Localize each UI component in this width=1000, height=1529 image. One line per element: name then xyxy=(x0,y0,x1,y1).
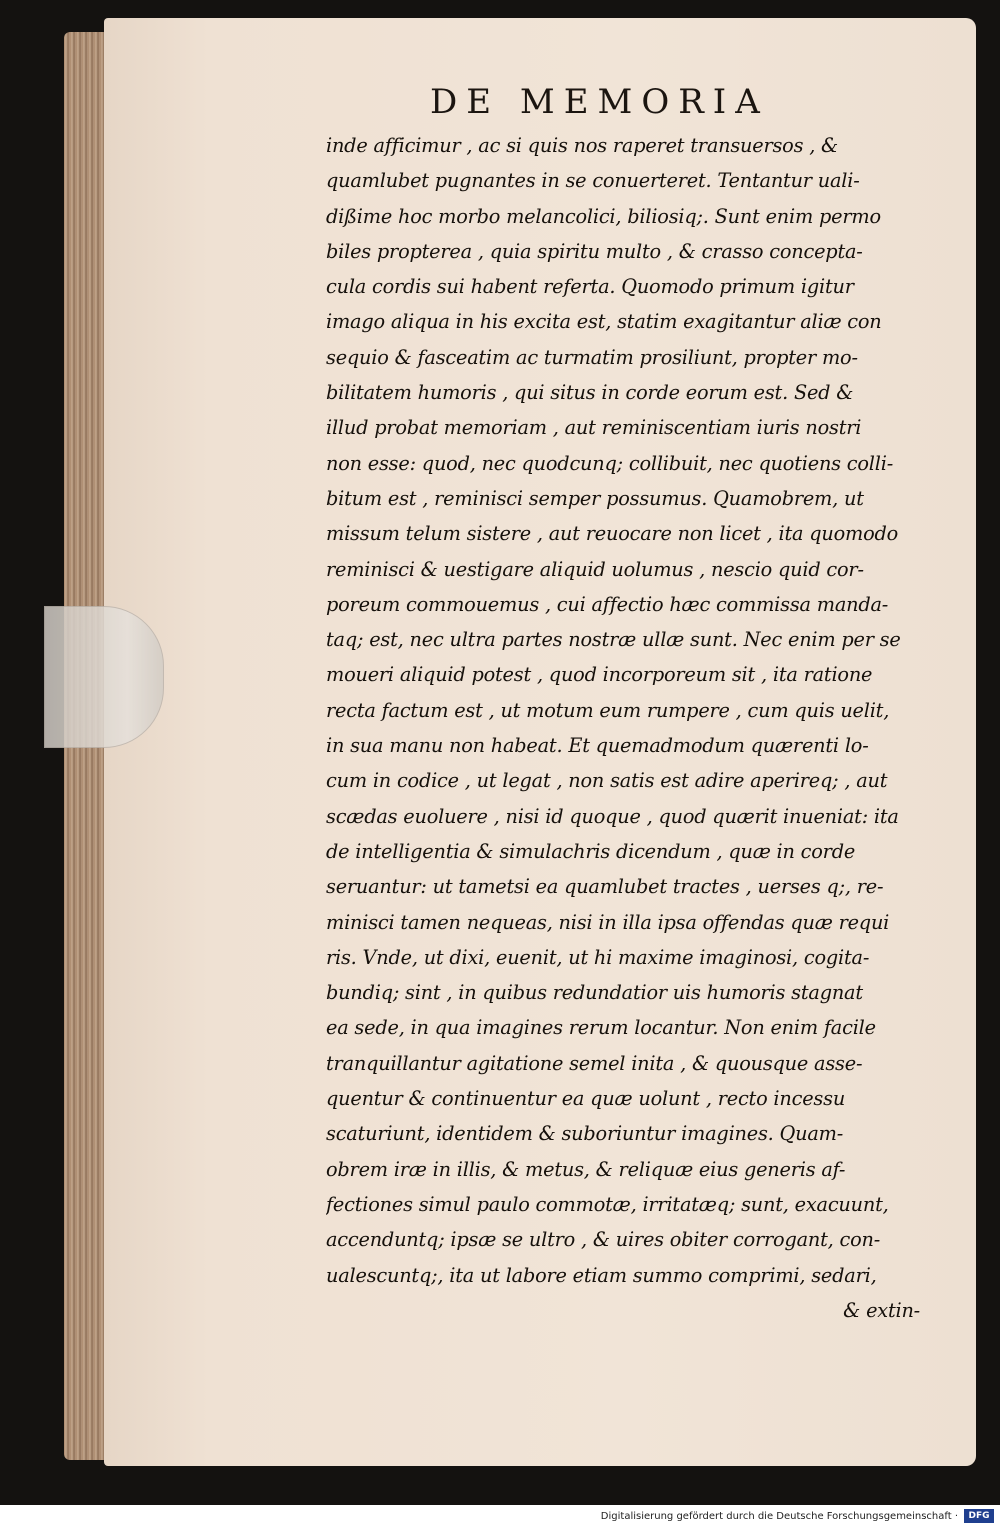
text-line: dißime hoc morbo melancolici, biliosiq;. Sunt enim permo xyxy=(326,204,881,228)
text-line: missum telum sistere , aut reuocare non licet , ita quomodo xyxy=(326,522,899,546)
text-line: obrem iræ in illis, & metus, & reliquæ eius generis af- xyxy=(326,1157,846,1181)
text-line: cum in codice , ut legat , non satis est adire aperireq; , aut xyxy=(326,769,888,793)
page-clip xyxy=(44,606,164,748)
text-line: imago aliqua in his excita est, statim exagitantur aliæ con xyxy=(326,310,882,334)
text-line: poreum commouemus , cui affectio hæc commissa manda- xyxy=(326,592,889,616)
text-line: accenduntq; ipsæ se ultro , & uires obiter corrogant, con- xyxy=(326,1228,881,1252)
text-line: ea sede, in qua imagines rerum locantur. Non enim facile xyxy=(326,1016,876,1040)
running-head: DE MEMORIA xyxy=(430,82,769,122)
text-line: moueri aliquid potest , quod incorporeum sit , ita ratione xyxy=(326,663,873,687)
text-line: illud probat memoriam , aut reminiscentiam iuris nostri xyxy=(326,416,862,440)
text-line: seruantur: ut tametsi ea quamlubet tractes , uerses q;, re- xyxy=(326,875,884,899)
catchword: & extin- xyxy=(843,1298,920,1322)
text-line: inde afficimur , ac si quis nos raperet transuersos , & xyxy=(326,134,839,157)
text-line: ualescuntq;, ita ut labore etiam summo comprimi, sedari, xyxy=(326,1263,877,1287)
text-line: in sua manu non habeat. Et quemadmodum quærenti lo- xyxy=(326,734,869,758)
text-line: bilitatem humoris , qui situs in corde eorum est. Sed & xyxy=(326,381,854,405)
text-line: scaturiunt, identidem & suboriuntur imagines. Quam- xyxy=(326,1122,844,1146)
text-block xyxy=(326,128,946,1328)
text-line: fectiones simul paulo commotæ, irritatæq; sunt, exacuunt, xyxy=(326,1192,889,1216)
text-line: bitum est , reminisci semper possumus. Quamobrem, ut xyxy=(326,486,864,510)
text-line: ris. Vnde, ut dixi, euenit, ut hi maxime imaginosi, cogita- xyxy=(326,945,870,969)
text-line: minisci tamen nequeas, nisi in illa ipsa offendas quæ requi xyxy=(326,910,890,934)
text-line: tranquillantur agitatione semel inita , & quousque asse- xyxy=(326,1051,863,1075)
dfg-logo: DFG xyxy=(964,1509,994,1523)
text-line: sequio & fasceatim ac turmatim prosiliunt, propter mo- xyxy=(326,345,858,369)
text-line: cula cordis sui habent referta. Quomodo primum igitur xyxy=(326,275,854,299)
text-line: quamlubet pugnantes in se conuerteret. Tentantur uali- xyxy=(326,169,860,193)
funding-credit: Digitalisierung gefördert durch die Deutsche Forschungsgemeinschaft · xyxy=(600,1511,958,1522)
text-line: reminisci & uestigare aliquid uolumus , nescio quid cor- xyxy=(326,557,864,581)
text-line: bundiq; sint , in quibus redundatior uis humoris stagnat xyxy=(326,981,863,1005)
text-line: de intelligentia & simulachris dicendum , quæ in corde xyxy=(326,839,856,863)
text-line: quentur & continuentur ea quæ uolunt , recto incessu xyxy=(326,1087,846,1111)
text-line: recta factum est , ut motum eum rumpere , cum quis uelit, xyxy=(326,698,890,722)
text-line: scædas euoluere , nisi id quoque , quod quærit inueniat: ita xyxy=(326,804,899,828)
text-line: taq; est, nec ultra partes nostræ ullæ sunt. Nec enim per se xyxy=(326,628,901,652)
text-line: biles propterea , quia spiritu multo , & crasso concepta- xyxy=(326,239,863,263)
text-line: non esse: quod, nec quodcunq; collibuit, nec quotiens colli- xyxy=(326,451,894,475)
